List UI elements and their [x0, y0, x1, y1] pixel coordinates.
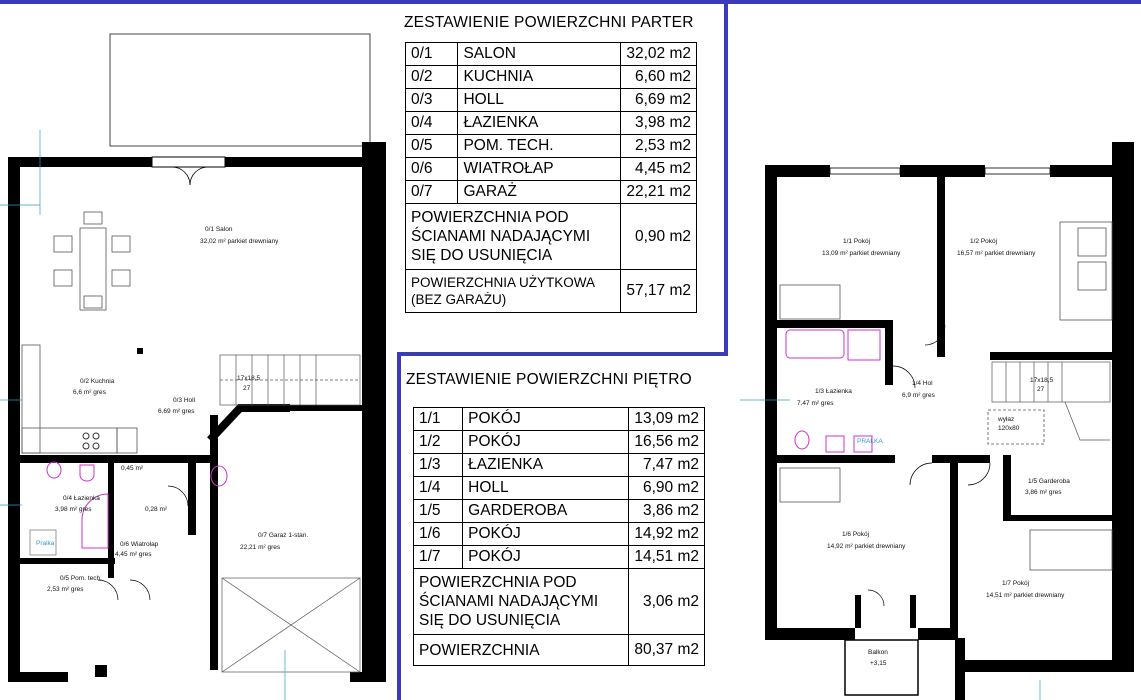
summary-row-usable	[406, 270, 697, 313]
area-cell-area: 6,60 m2	[621, 66, 697, 89]
label-stairs: 17x18,5	[1030, 377, 1054, 384]
label-laundry: Pralka	[36, 540, 55, 547]
area-row	[414, 500, 705, 523]
area-row	[406, 112, 697, 135]
area-cell-area: 6,90 m2	[629, 477, 705, 500]
upper-floor-plan	[740, 142, 1134, 700]
area-cell-area: 2,53 m2	[621, 135, 697, 158]
area-cell-name: ŁAZIENKA	[458, 112, 621, 135]
area-cell-name: POKÓJ	[463, 546, 629, 569]
label-small-a: 0,45 m²	[121, 465, 144, 472]
label-hall-area: 6,69 m² gres	[158, 408, 195, 415]
area-cell-name: KUCHNIA	[458, 66, 621, 89]
area-cell-area: 32,02 m2	[621, 43, 697, 66]
label-bath-area: 7,47 m² gres	[797, 400, 834, 407]
area-row	[414, 523, 705, 546]
label-kitchen-area: 6,6 m² gres	[73, 389, 106, 396]
area-cell-area: 16,56 m2	[629, 431, 705, 454]
area-cell-area: 13,09 m2	[629, 408, 705, 431]
label-balcony: Balkon	[868, 649, 888, 656]
summary-area: 80,37 m2	[629, 635, 705, 666]
area-cell-no: 0/2	[406, 66, 458, 89]
summary-row-under-walls	[406, 204, 697, 270]
label-bath: 0/4 Łazienka	[63, 495, 100, 502]
area-row	[406, 135, 697, 158]
label-laundry: PRALKA	[857, 438, 883, 445]
area-cell-name: GARDEROBA	[463, 500, 629, 523]
label-room6: 1/6 Pokój	[842, 531, 870, 538]
label-salon-area: 32,02 m² parkiet drewniany	[200, 238, 279, 245]
area-row	[406, 66, 697, 89]
summary-area: 57,17 m2	[621, 270, 697, 313]
area-row	[406, 181, 697, 204]
area-cell-name: HOLL	[458, 89, 621, 112]
summary-row-usable	[414, 635, 705, 666]
ground-floor-area-table	[405, 42, 697, 313]
label-room7-area: 14,51 m² parkiet drewniany	[986, 592, 1065, 599]
label-stairs: 17x18,5	[237, 375, 261, 382]
area-cell-name: WIATROŁAP	[458, 158, 621, 181]
area-cell-area: 7,47 m2	[629, 454, 705, 477]
area-cell-area: 3,98 m2	[621, 112, 697, 135]
area-cell-name: POM. TECH.	[458, 135, 621, 158]
label-bath-area: 3,98 m² gres	[55, 506, 92, 513]
label-hatch-size: 120x80	[998, 425, 1020, 432]
summary-label: POWIERZCHNIA	[414, 635, 629, 666]
label-wardrobe: 1/5 Garderoba	[1028, 478, 1070, 485]
label-room6-area: 14,92 m² parkiet drewniany	[827, 543, 906, 550]
label-small-b: 0,28 m²	[145, 506, 168, 513]
label-room2: 1/2 Pokój	[970, 238, 998, 245]
area-row	[414, 431, 705, 454]
area-cell-area: 6,69 m2	[621, 89, 697, 112]
label-salon: 0/1 Salon	[205, 226, 233, 233]
ground-floor-plan	[0, 34, 386, 700]
label-garage: 0/7 Garaż 1-stan.	[258, 532, 309, 539]
area-cell-area: 14,92 m2	[629, 523, 705, 546]
area-cell-no: 0/3	[406, 89, 458, 112]
area-cell-no: 1/1	[414, 408, 463, 431]
area-cell-no: 0/6	[406, 158, 458, 181]
area-row	[414, 546, 705, 569]
ground-floor-table-title: ZESTAWIENIE POWIERZCHNI PARTER	[404, 14, 694, 31]
label-room7: 1/7 Pokój	[1002, 580, 1030, 587]
area-cell-no: 0/4	[406, 112, 458, 135]
label-tech-area: 2,53 m² gres	[47, 586, 84, 593]
upper-floor-area-table	[413, 407, 705, 666]
label-vest: 0/6 Wiatrołap	[120, 541, 159, 548]
area-cell-no: 1/6	[414, 523, 463, 546]
area-cell-name: GARAŻ	[458, 181, 621, 204]
label-room1: 1/1 Pokój	[843, 238, 871, 245]
area-cell-area: 22,21 m2	[621, 181, 697, 204]
area-cell-no: 0/7	[406, 181, 458, 204]
summary-label: POWIERZCHNIA UŻYTKOWA (BEZ GARAŻU)	[406, 270, 621, 313]
area-cell-area: 3,86 m2	[629, 500, 705, 523]
label-stairs-n: 27	[1037, 386, 1045, 393]
label-hall: 0/3 Holl	[173, 397, 196, 404]
label-vest-area: 4,45 m² gres	[115, 551, 152, 558]
area-cell-name: POKÓJ	[463, 408, 629, 431]
area-cell-no: 0/1	[406, 43, 458, 66]
upper-floor-area-panel	[403, 371, 723, 666]
label-tech: 0/5 Pom. tech.	[60, 575, 102, 582]
label-wardrobe-area: 3,86 m² gres	[1025, 489, 1062, 496]
area-row	[414, 454, 705, 477]
area-cell-area: 14,51 m2	[629, 546, 705, 569]
label-balcony-level: +3,15	[870, 660, 887, 667]
area-cell-no: 1/7	[414, 546, 463, 569]
upper-floor-table-title: ZESTAWIENIE POWIERZCHNI PIĘTRO	[406, 371, 692, 388]
area-row	[406, 43, 697, 66]
area-cell-area: 4,45 m2	[621, 158, 697, 181]
area-cell-name: POKÓJ	[463, 431, 629, 454]
label-hatch: wyłaz	[998, 416, 1015, 423]
area-row	[406, 89, 697, 112]
area-cell-no: 1/2	[414, 431, 463, 454]
summary-row-under-walls	[414, 569, 705, 635]
ground-floor-area-panel	[400, 14, 724, 313]
area-cell-name: HOLL	[463, 477, 629, 500]
label-hall-area: 6,9 m² gres	[902, 392, 935, 399]
area-cell-no: 0/5	[406, 135, 458, 158]
label-bath: 1/3 Łazienka	[815, 388, 852, 395]
summary-label: POWIERZCHNIA POD ŚCIANAMI NADAJĄCYMI SIĘ DO USUNIĘCIA	[414, 569, 629, 635]
area-cell-name: POKÓJ	[463, 523, 629, 546]
area-cell-name: SALON	[458, 43, 621, 66]
label-kitchen: 0/2 Kuchnia	[80, 378, 115, 385]
label-garage-area: 22,21 m² gres	[240, 544, 281, 551]
area-row	[406, 158, 697, 181]
summary-label: POWIERZCHNIA POD ŚCIANAMI NADAJĄCYMI SIĘ DO USUNIĘCIA	[406, 204, 621, 270]
label-room2-area: 16,57 m² parkiet drewniany	[957, 250, 1036, 257]
area-cell-name: ŁAZIENKA	[463, 454, 629, 477]
label-hall: 1/4 Hol	[912, 380, 933, 387]
summary-area: 3,06 m2	[629, 569, 705, 635]
area-cell-no: 1/5	[414, 500, 463, 523]
label-room1-area: 13,09 m² parkiet drewniany	[822, 250, 901, 257]
area-row	[414, 408, 705, 431]
summary-area: 0,90 m2	[621, 204, 697, 270]
area-cell-no: 1/3	[414, 454, 463, 477]
area-cell-no: 1/4	[414, 477, 463, 500]
label-stairs-n: 27	[243, 385, 251, 392]
area-row	[414, 477, 705, 500]
